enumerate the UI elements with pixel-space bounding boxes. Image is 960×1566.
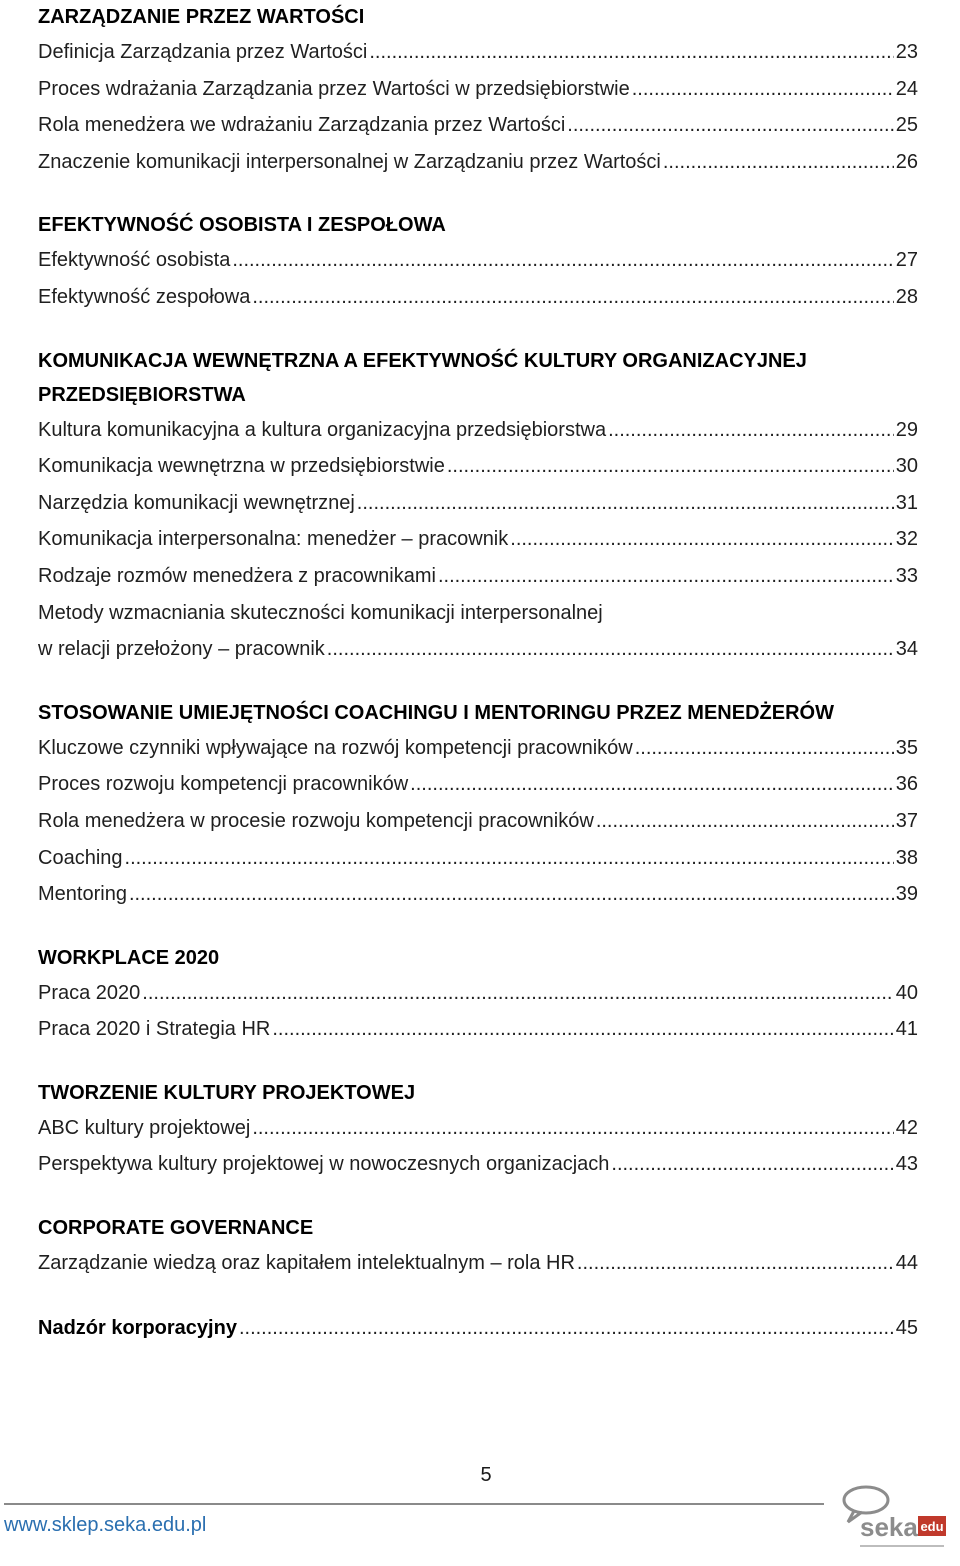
dot-leader [232, 242, 893, 279]
toc-page-number: 33 [895, 564, 918, 587]
seka-logo-icon [832, 1480, 952, 1558]
toc-entry[interactable] [38, 803, 918, 840]
dot-leader [272, 1011, 893, 1048]
toc-entry[interactable] [38, 876, 918, 913]
toc-entry[interactable] [38, 485, 918, 522]
toc-page-number: 43 [895, 1153, 918, 1176]
toc-entry-title: Mentoring [38, 883, 127, 906]
toc-entry-title: Proces wdrażania Zarządzania przez Wartości w przedsiębiorstwie [38, 77, 630, 100]
toc-page-number: 27 [895, 249, 918, 272]
toc-entry[interactable] [38, 521, 918, 558]
toc-section [38, 1211, 918, 1282]
toc-entry-title: Proces rozwoju kompetencji pracowników [38, 773, 409, 796]
toc-entry-title: Rola menedżera w procesie rozwoju kompetencji pracowników [38, 809, 594, 832]
toc-entry-title: Narzędzia komunikacji wewnętrznej [38, 491, 355, 514]
toc-page-number: 26 [895, 150, 918, 173]
toc-entry-title: w relacji przełożony – pracownik [38, 638, 325, 661]
dot-leader [632, 71, 894, 108]
toc-entry[interactable] [38, 730, 918, 767]
section-heading: KOMUNIKACJA WEWNĘTRZNA A EFEKTYWNOŚĆ KULTURY ORGANIZACYJNEJ PRZEDSIĘBIORSTWA [38, 349, 807, 406]
toc-page-number: 42 [895, 1116, 918, 1139]
toc-page-number: 32 [895, 528, 918, 551]
logo-wordmark: seka [860, 1512, 918, 1542]
toc-entry-title: Komunikacja wewnętrzna w przedsiębiorstwie [38, 455, 445, 478]
section-heading: WORKPLACE 2020 [38, 946, 220, 969]
toc-page-number: 24 [895, 77, 918, 100]
dot-leader [252, 279, 893, 316]
toc-page-number: 31 [895, 491, 918, 514]
toc-entry[interactable] [38, 107, 918, 144]
toc-entry-title: Nadzór korporacyjny [38, 1316, 237, 1339]
toc-entry[interactable] [38, 34, 918, 71]
toc-section [38, 344, 918, 668]
dot-leader [327, 631, 894, 668]
toc-entry[interactable] [38, 144, 918, 181]
toc-entry[interactable] [38, 840, 918, 877]
dot-leader [663, 144, 894, 181]
toc-page-number: 36 [895, 773, 918, 796]
dot-leader [577, 1245, 894, 1282]
dot-leader [239, 1310, 894, 1347]
toc-entry-title: Praca 2020 i Strategia HR [38, 1018, 271, 1041]
toc-entry-title: Coaching [38, 846, 123, 869]
section-heading: TWORZENIE KULTURY PROJEKTOWEJ [38, 1081, 416, 1104]
toc-entry[interactable] [38, 766, 918, 803]
toc-page-number: 34 [895, 638, 918, 661]
toc-entry-title: Rodzaje rozmów menedżera z pracownikami [38, 564, 436, 587]
toc-entry[interactable] [38, 975, 918, 1012]
toc-entry-title: Kluczowe czynniki wpływające na rozwój kompetencji pracowników [38, 736, 633, 759]
toc-entry-title: Rola menedżera we wdrażaniu Zarządzania przez Wartości [38, 114, 566, 137]
toc-section [38, 208, 918, 315]
section-heading: CORPORATE GOVERNANCE [38, 1217, 314, 1240]
toc-page-number: 40 [895, 981, 918, 1004]
toc-page-number: 23 [895, 41, 918, 63]
dot-leader [635, 730, 894, 767]
dot-leader [369, 34, 893, 71]
dot-leader [410, 766, 894, 803]
toc-page-number: 28 [895, 285, 918, 308]
toc-page-number: 38 [895, 846, 918, 869]
toc-entry[interactable] [38, 448, 918, 485]
dot-leader [125, 840, 894, 877]
toc-entry[interactable] [38, 1110, 918, 1147]
toc-entry-title: Komunikacja interpersonalna: menedżer – pracownik [38, 528, 509, 551]
dot-leader [129, 876, 894, 913]
toc-page-number: 44 [895, 1252, 918, 1275]
dot-leader [447, 448, 894, 485]
dot-leader [567, 107, 893, 144]
dot-leader [596, 803, 894, 840]
toc-entry[interactable] [38, 279, 918, 316]
toc-entry-title: Efektywność osobista [38, 249, 231, 272]
toc-section [38, 941, 918, 1048]
table-of-contents [38, 0, 918, 1374]
toc-page-number: 25 [895, 114, 918, 137]
toc-entry[interactable] [38, 1245, 918, 1282]
dot-leader [608, 412, 894, 449]
toc-section [38, 1310, 918, 1347]
toc-page-number: 37 [895, 809, 918, 832]
toc-entry-title: Metody wzmacniania skuteczności komunikacji interpersonalnej [38, 601, 603, 624]
footer-divider [4, 1503, 824, 1505]
toc-entry[interactable] [38, 558, 918, 595]
dot-leader [142, 975, 893, 1012]
section-heading: EFEKTYWNOŚĆ OSOBISTA I ZESPOŁOWA [38, 214, 446, 237]
toc-entry-title: Praca 2020 [38, 981, 141, 1004]
toc-entry-title: ABC kultury projektowej [38, 1116, 251, 1139]
toc-page-number: 41 [895, 1018, 918, 1041]
toc-entry[interactable] [38, 1011, 918, 1048]
toc-section [38, 0, 918, 180]
toc-entry-title: Perspektywa kultury projektowej w nowoczesnych organizacjach [38, 1153, 610, 1176]
dot-leader [357, 485, 894, 522]
toc-entry[interactable] [38, 412, 918, 449]
toc-section [38, 1076, 918, 1183]
toc-entry[interactable] [38, 242, 918, 279]
toc-entry-title: Zarządzanie wiedzą oraz kapitałem intelektualnym – rola HR [38, 1252, 575, 1275]
toc-page-number: 39 [895, 883, 918, 906]
toc-entry[interactable] [38, 1146, 918, 1183]
toc-entry-title: Kultura komunikacyjna a kultura organizacyjna przedsiębiorstwa [38, 418, 607, 441]
toc-entry-title: Definicja Zarządzania przez Wartości [38, 41, 368, 63]
dot-leader [438, 558, 894, 595]
toc-page-number: 29 [895, 418, 918, 441]
toc-page-number: 45 [895, 1316, 918, 1339]
toc-entry[interactable] [38, 631, 918, 668]
dot-leader [252, 1110, 893, 1147]
toc-page-number: 35 [895, 736, 918, 759]
toc-entry[interactable] [38, 1310, 918, 1347]
toc-entry[interactable] [38, 71, 918, 108]
section-heading: ZARZĄDZANIE PRZEZ WARTOŚCI [38, 6, 365, 28]
dot-leader [510, 521, 893, 558]
toc-entry-title: Znaczenie komunikacji interpersonalnej w Zarządzaniu przez Wartości [38, 150, 661, 173]
toc-page-number: 30 [895, 455, 918, 478]
toc-entry-line [38, 595, 918, 632]
section-heading: STOSOWANIE UMIEJĘTNOŚCI COACHINGU I MENTORINGU PRZEZ MENEDŻERÓW [38, 701, 834, 724]
page-number: 5 [480, 1464, 492, 1486]
logo-badge: edu [920, 1519, 944, 1534]
toc-section [38, 696, 918, 913]
toc-entry-title: Efektywność zespołowa [38, 285, 251, 308]
footer-url-link[interactable]: www.sklep.seka.edu.pl [4, 1514, 207, 1536]
dot-leader [611, 1146, 893, 1183]
